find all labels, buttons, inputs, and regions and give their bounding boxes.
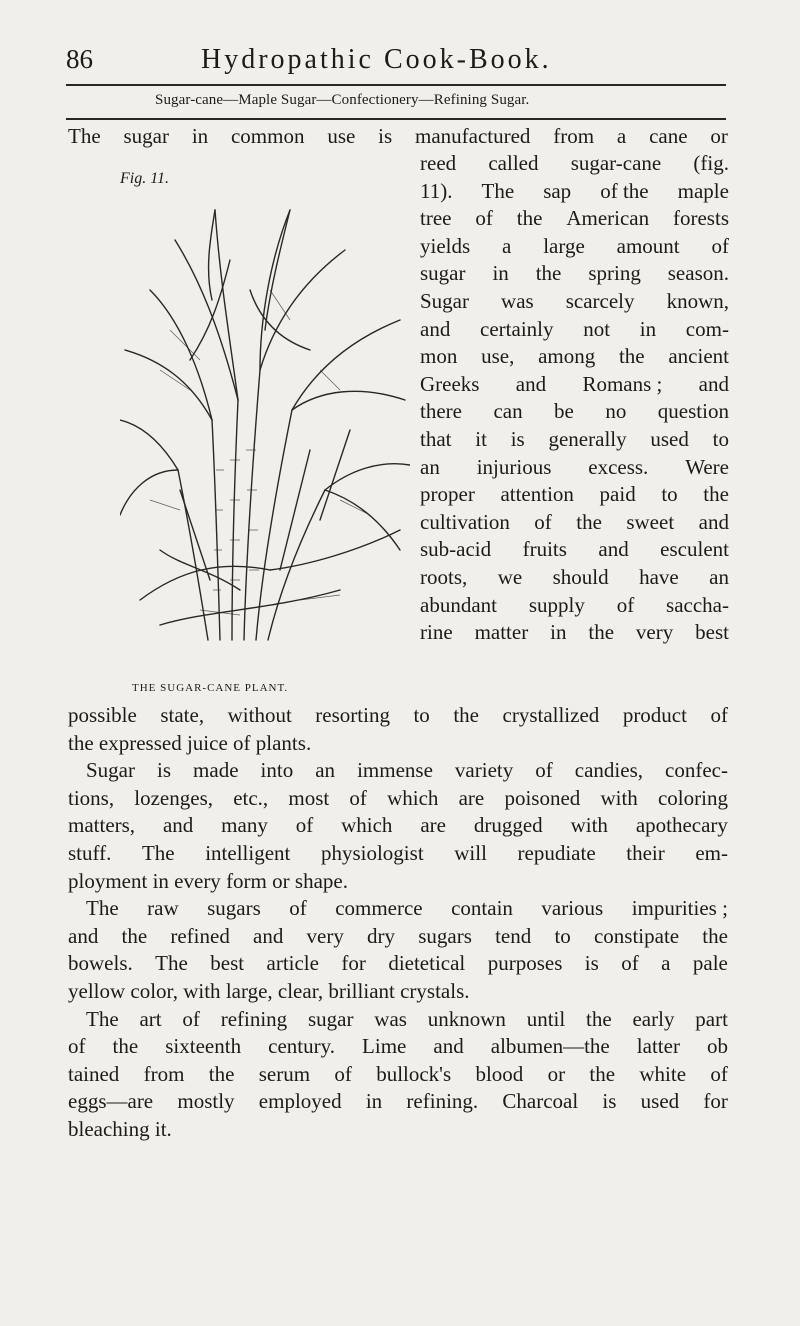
word: sugar: [307, 1006, 354, 1031]
word: cultivation: [420, 509, 510, 534]
word: and: [420, 316, 451, 341]
word: expressed: [98, 730, 182, 755]
word: to: [661, 482, 678, 507]
word: eggs—are: [68, 1089, 154, 1114]
word: generally: [548, 426, 627, 451]
word: called: [488, 151, 539, 175]
text-line: [420, 150, 729, 178]
word: is: [584, 951, 599, 976]
text-line: [420, 536, 729, 564]
word: of: [334, 1061, 352, 1086]
word: in: [550, 620, 567, 645]
word: in: [639, 316, 657, 341]
word: lozenges,: [134, 785, 214, 810]
word: best: [695, 620, 729, 645]
header-rule: [66, 84, 726, 86]
word: (fig.: [693, 151, 729, 175]
word: serum: [258, 1061, 311, 1086]
word: large: [543, 233, 585, 258]
word: made: [193, 758, 239, 783]
word: the: [516, 206, 543, 231]
word: into: [260, 758, 294, 783]
word: intelligent: [205, 840, 291, 865]
sugar-cane-plant-icon: [120, 170, 410, 670]
text-line: [420, 178, 729, 206]
body-paragraphs: [68, 702, 728, 1144]
word: yields: [420, 233, 471, 258]
word: ployment: [68, 868, 148, 893]
word: clear,: [277, 978, 324, 1003]
wrapped-text-column: [420, 150, 729, 647]
word: that: [420, 426, 452, 451]
word: of: [535, 758, 553, 783]
word: crystals.: [400, 978, 470, 1003]
word: can: [493, 399, 523, 424]
text-line: [420, 233, 729, 261]
word: The: [155, 951, 188, 976]
word: manufactured: [414, 124, 531, 148]
word: refining: [220, 1006, 288, 1031]
word: was: [374, 1006, 407, 1031]
word: certainly: [480, 316, 554, 341]
word: juice: [186, 730, 228, 755]
word: an: [709, 564, 729, 589]
word: form: [226, 868, 267, 893]
word: dietetical: [388, 951, 466, 976]
word: raw: [147, 896, 179, 921]
word: latter: [636, 1034, 680, 1059]
word: mostly: [177, 1089, 235, 1114]
text-line: [420, 619, 729, 647]
word: color,: [130, 978, 178, 1003]
word: for: [703, 1089, 728, 1114]
word: of: [534, 509, 552, 534]
word: of the: [600, 178, 649, 203]
word: best: [210, 951, 245, 976]
text-line: [68, 978, 728, 1006]
word: from: [553, 124, 595, 148]
word: purposes: [487, 951, 563, 976]
word: of: [710, 703, 728, 727]
word: with: [570, 813, 608, 838]
word: the: [576, 509, 602, 534]
word: have: [639, 564, 679, 589]
word: or: [547, 1061, 566, 1086]
word: without: [227, 703, 292, 727]
word: or: [710, 124, 728, 148]
word: of: [616, 592, 635, 617]
word: and: [698, 371, 729, 396]
word: an: [315, 758, 336, 783]
word: rine: [420, 620, 453, 645]
word: Charcoal: [502, 1089, 579, 1114]
word: stuff.: [68, 840, 112, 865]
text-line: [68, 812, 728, 840]
word: an: [420, 454, 440, 479]
word: of: [621, 951, 639, 976]
word: to: [413, 703, 430, 727]
word: commerce: [335, 896, 423, 921]
word: sub-acid: [420, 537, 492, 562]
word: cane: [649, 124, 688, 148]
word: scarcely: [565, 288, 635, 313]
word: candies,: [574, 758, 643, 783]
word: very: [306, 923, 344, 948]
word: bleaching: [68, 1116, 150, 1141]
word: refining.: [406, 1089, 479, 1114]
word: very: [635, 620, 674, 645]
page-number: 86: [66, 44, 93, 74]
word: fruits: [522, 537, 567, 562]
word: The: [86, 1006, 119, 1031]
word: Lime: [362, 1034, 407, 1059]
word: and: [698, 509, 729, 534]
word: large,: [225, 978, 273, 1003]
word: of: [182, 1006, 200, 1031]
word: was: [501, 288, 534, 313]
word: plants.: [255, 730, 312, 755]
word: used: [650, 426, 689, 451]
word: century.: [268, 1034, 335, 1059]
word: dry: [367, 923, 396, 948]
word: paid: [599, 482, 636, 507]
word: sugar: [123, 124, 169, 148]
topic-rule: [66, 118, 726, 120]
topic-line: Sugar-cane—Maple Sugar—Confectionery—Refining Sugar.: [155, 92, 530, 108]
word: the: [586, 1006, 612, 1031]
word: com-: [685, 316, 729, 341]
word: part: [695, 1006, 728, 1031]
word: their: [626, 840, 665, 865]
word: various: [541, 896, 604, 921]
word: sugars: [418, 923, 472, 948]
text-line: [420, 288, 729, 316]
text-line: [68, 730, 728, 758]
word: will: [454, 840, 487, 865]
word: constipate: [593, 923, 680, 948]
word: use: [327, 124, 356, 148]
word: every: [174, 868, 221, 893]
text-line: [420, 343, 729, 371]
word: and: [598, 537, 629, 562]
text-line: [68, 1061, 728, 1089]
word: albumen—the: [490, 1034, 610, 1059]
word: spring: [588, 261, 641, 286]
text-line: [420, 260, 729, 288]
word: roots,: [420, 564, 468, 589]
text-line: [68, 868, 728, 896]
text-line: [420, 564, 729, 592]
text-line: [68, 840, 728, 868]
word: of: [475, 206, 493, 231]
word: amount: [616, 233, 680, 258]
word: saccha-: [666, 592, 729, 617]
word: the: [535, 261, 562, 286]
word: of: [295, 813, 314, 838]
figure-sugar-cane: [120, 170, 410, 694]
word: confec-: [665, 758, 728, 783]
word: and: [253, 923, 284, 948]
word: season.: [667, 261, 729, 286]
word: maple: [677, 178, 729, 203]
word: tend: [495, 923, 532, 948]
figure-label: Fig. 11.: [120, 170, 170, 187]
word: possible: [68, 703, 137, 727]
text-line: [420, 454, 729, 482]
word: The: [141, 840, 175, 865]
word: is: [510, 426, 525, 451]
word: the: [453, 703, 479, 727]
word: use,: [481, 344, 515, 369]
word: in: [365, 1089, 383, 1114]
text-line: [420, 205, 729, 233]
word: the: [589, 1061, 616, 1086]
word: American: [566, 206, 650, 231]
word: from: [143, 1061, 185, 1086]
word: injurious: [476, 454, 552, 479]
word: contain: [451, 896, 513, 921]
word: article: [266, 951, 319, 976]
word: be: [554, 399, 574, 424]
word: should: [552, 564, 609, 589]
word: and: [515, 371, 547, 396]
text-line: [68, 1088, 728, 1116]
word: sweet: [626, 509, 675, 534]
word: excess.: [588, 454, 649, 479]
word: Greeks: [420, 371, 480, 396]
text-line: [68, 757, 728, 785]
word: mon: [420, 344, 458, 369]
word: The: [68, 124, 101, 148]
word: for: [341, 951, 366, 976]
word: until: [526, 1006, 566, 1031]
word: repudiate: [517, 840, 596, 865]
word: resorting: [315, 703, 390, 727]
word: is: [378, 124, 393, 148]
word: etc.,: [233, 785, 269, 810]
word: known,: [666, 288, 729, 313]
word: used: [640, 1089, 680, 1114]
word: apothecary: [635, 813, 728, 838]
word: abundant: [420, 592, 497, 617]
word: employed: [258, 1089, 342, 1114]
word: physiologist: [320, 840, 424, 865]
word: The: [86, 896, 119, 921]
word: The: [481, 178, 515, 203]
word: tions,: [68, 785, 115, 810]
word: with: [600, 785, 638, 810]
word: of: [711, 233, 729, 258]
word: or: [272, 868, 290, 893]
word: product: [622, 703, 687, 727]
text-line: [68, 1116, 728, 1144]
word: Sugar: [420, 288, 469, 313]
word: proper: [420, 482, 475, 507]
text-line: [68, 1033, 728, 1061]
word: the: [588, 620, 615, 645]
word: no: [605, 399, 627, 424]
word: and: [433, 1034, 464, 1059]
word: pale: [692, 951, 728, 976]
text-line: [68, 950, 728, 978]
word: the: [208, 1061, 235, 1086]
word: the: [703, 482, 729, 507]
word: many: [221, 813, 268, 838]
word: em-: [695, 840, 728, 865]
text-line: [420, 509, 729, 537]
first-text-line: [68, 123, 728, 151]
word: brilliant: [328, 978, 395, 1003]
word: a: [502, 233, 512, 258]
word: are: [420, 813, 446, 838]
word: Were: [685, 454, 729, 479]
word: unknown: [427, 1006, 506, 1031]
word: of: [289, 896, 307, 921]
word: bowels.: [68, 951, 133, 976]
word: sugars: [207, 896, 261, 921]
word: white: [639, 1061, 687, 1086]
word: variety: [454, 758, 514, 783]
word: in: [492, 261, 509, 286]
word: we: [497, 564, 523, 589]
word: sixteenth: [165, 1034, 242, 1059]
text-line: [68, 923, 728, 951]
word: in: [191, 124, 209, 148]
word: ancient: [668, 344, 729, 369]
text-line: [68, 702, 728, 730]
text-line: [68, 895, 728, 923]
text-line: [420, 592, 729, 620]
word: of: [68, 1034, 86, 1059]
text-line: [68, 1006, 728, 1034]
word: shape.: [294, 868, 348, 893]
word: drugged: [473, 813, 543, 838]
word: among: [538, 344, 596, 369]
word: a: [661, 951, 671, 976]
word: and: [162, 813, 194, 838]
word: immense: [357, 758, 433, 783]
word: and: [68, 923, 99, 948]
word: impurities ;: [631, 896, 728, 921]
word: yellow: [68, 978, 126, 1003]
word: tained: [68, 1061, 120, 1086]
word: of: [233, 730, 251, 755]
word: question: [657, 399, 729, 424]
running-title: Hydropathic Cook-Book.: [201, 44, 552, 75]
text-line: [68, 785, 728, 813]
text-line: [420, 371, 729, 399]
word: matter: [474, 620, 529, 645]
figure-caption: THE SUGAR-CANE PLANT.: [132, 682, 289, 694]
word: the: [121, 923, 148, 948]
word: forests: [673, 206, 729, 231]
word: common: [230, 124, 305, 148]
word: poisoned: [504, 785, 581, 810]
word: 11).: [420, 178, 453, 203]
text-line: [420, 426, 729, 454]
word: a: [616, 124, 627, 148]
word: coloring: [657, 785, 728, 810]
word: tree: [420, 206, 452, 231]
word: attention: [500, 482, 574, 507]
page-header: [66, 44, 726, 88]
text-line: [68, 123, 728, 151]
word: of: [710, 1061, 728, 1086]
word: it.: [154, 1116, 172, 1141]
word: supply: [528, 592, 585, 617]
word: sugar: [420, 261, 466, 286]
word: which: [387, 785, 439, 810]
word: sugar-cane: [570, 151, 662, 175]
word: the: [618, 344, 645, 369]
word: the: [68, 730, 94, 755]
word: refined: [170, 923, 230, 948]
word: bullock's: [376, 1061, 452, 1086]
word: early: [632, 1006, 675, 1031]
word: esculent: [660, 537, 729, 562]
word: most: [288, 785, 330, 810]
word: is: [157, 758, 172, 783]
word: sap: [543, 178, 572, 203]
word: art: [139, 1006, 162, 1031]
word: the: [112, 1034, 139, 1059]
text-line: [420, 316, 729, 344]
word: there: [420, 399, 462, 424]
word: to: [712, 426, 729, 451]
word: Sugar: [86, 758, 135, 783]
word: to: [554, 923, 571, 948]
text-line: [420, 398, 729, 426]
word: which: [341, 813, 393, 838]
word: crystallized: [502, 703, 600, 727]
word: state,: [160, 703, 205, 727]
word: blood: [475, 1061, 524, 1086]
word: with: [183, 978, 221, 1003]
word: not: [583, 316, 611, 341]
word: the: [702, 923, 728, 948]
word: are: [458, 785, 485, 810]
word: of: [349, 785, 367, 810]
word: reed: [420, 151, 457, 175]
word: in: [152, 868, 169, 893]
word: it: [475, 426, 487, 451]
text-line: [420, 481, 729, 509]
word: Romans ;: [582, 371, 663, 396]
word: is: [602, 1089, 617, 1114]
word: ob: [706, 1034, 728, 1059]
word: matters,: [68, 813, 136, 838]
